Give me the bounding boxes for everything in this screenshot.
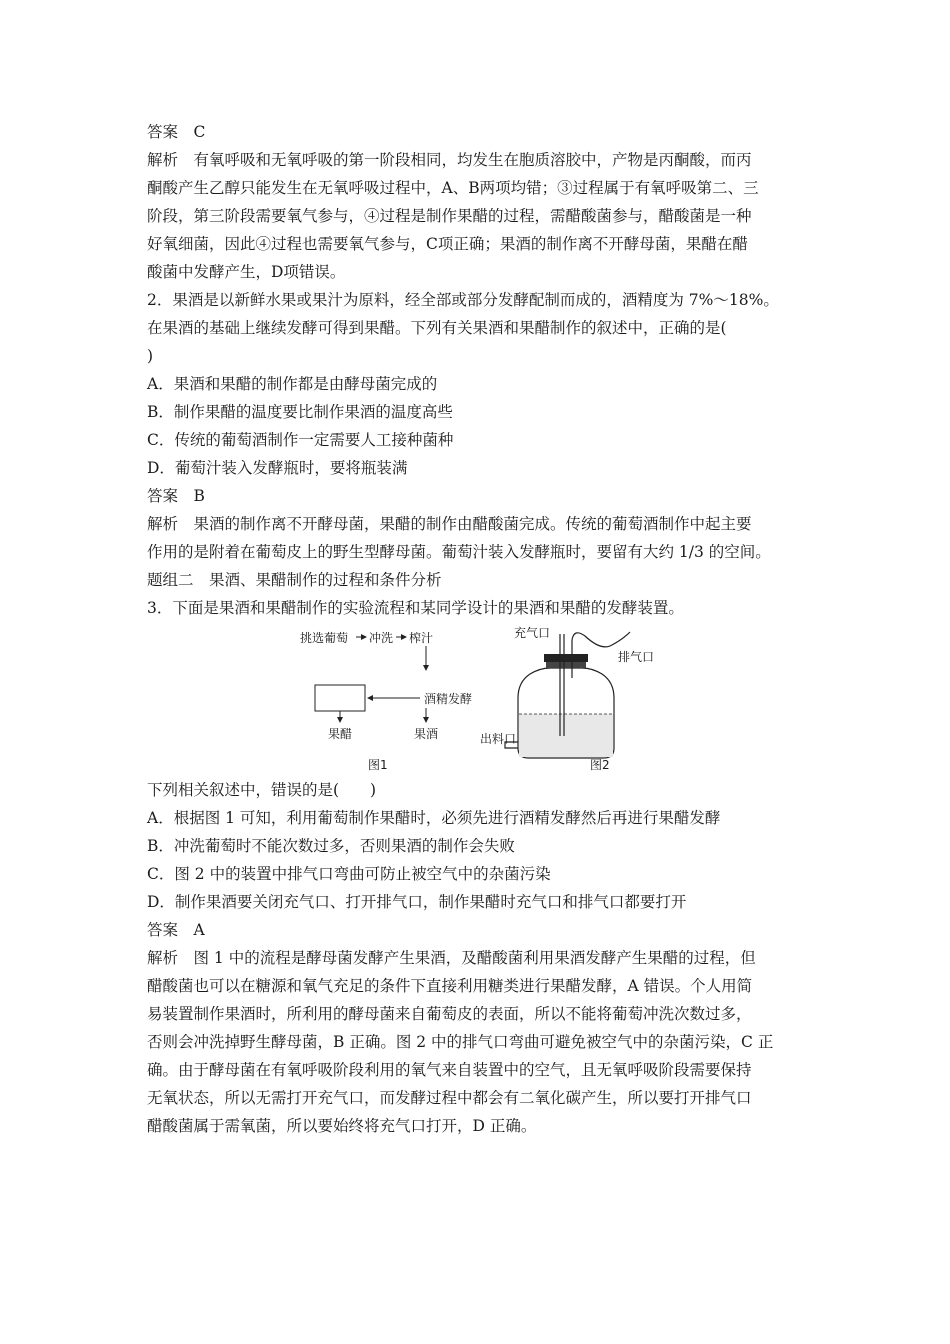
q1-answer: 答案 C xyxy=(147,123,206,141)
fig2-discharge-label: 出料口 xyxy=(480,732,517,746)
fig2-inlet-label: 充气口 xyxy=(514,626,551,640)
q3-figures xyxy=(300,618,670,776)
figure-drawing xyxy=(300,618,670,776)
bottle-stopper-lower xyxy=(546,662,586,668)
q3-analysis-line: 醋酸菌也可以在糖源和氧气充足的条件下直接利用糖类进行果醋发酵，A 错误。个人用简 xyxy=(147,977,753,995)
q2-analysis-line: 作用的是附着在葡萄皮上的野生型酵母菌。葡萄汁装入发酵瓶时，要留有大约 1/3 的空间。 xyxy=(147,543,771,561)
q3-analysis-line: 否则会冲洗掉野生酵母菌，B 正确。图 2 中的排气口弯曲可避免被空气中的杂菌污染，C 正 xyxy=(147,1033,774,1051)
q2-option-b: B．制作果醋的温度要比制作果酒的温度高些 xyxy=(147,403,453,421)
q3-option-d: D．制作果酒要关闭充气口、打开排气口，制作果醋时充气口和排气口都要打开 xyxy=(147,893,687,911)
q1-analysis-line: 酮酸产生乙醇只能发生在无氧呼吸过程中，A、B两项均错；③过程属于有氧呼吸第二、三 xyxy=(147,179,759,197)
q3-option-c: C．图 2 中的装置中排气口弯曲可防止被空气中的杂菌污染 xyxy=(147,865,551,883)
q3-option-b: B．冲洗葡萄时不能次数过多，否则果酒的制作会失败 xyxy=(147,837,515,855)
q2-stem-line: 2．果酒是以新鲜水果或果汁为原料，经全部或部分发酵配制而成的，酒精度为 7%～18%。 xyxy=(147,291,779,309)
q3-analysis-line: 无氧状态，所以无需打开充气口，而发酵过程中都会有二氧化碳产生，所以要打开排气口 xyxy=(147,1089,752,1107)
bottle-stopper xyxy=(544,654,588,662)
fig1-step-select: 挑选葡萄 xyxy=(300,631,349,645)
liquid xyxy=(519,714,613,757)
q2-option-c: C．传统的葡萄酒制作一定需要人工接种菌种 xyxy=(147,431,454,449)
outlet-curve xyxy=(572,632,630,647)
fig1-step-wash: 冲洗 xyxy=(369,631,394,645)
q3-answer: 答案 A xyxy=(147,921,205,939)
q1-analysis-line: 解析 有氧呼吸和无氧呼吸的第一阶段相同，均发生在胞质溶胶中，产物是丙酮酸，而丙 xyxy=(147,151,752,169)
q3-analysis-line: 确。由于酵母菌在有氧呼吸阶段利用的氧气来自装置中的空气，且无氧呼吸阶段需要保持 xyxy=(147,1061,752,1079)
q1-analysis-line: 好氧细菌，因此④过程也需要氧气参与，C项正确；果酒的制作离不开酵母菌，果醋在醋 xyxy=(147,235,748,253)
q3-option-a: A．根据图 1 可知，利用葡萄制作果醋时，必须先进行酒精发酵然后再进行果醋发酵 xyxy=(147,809,721,827)
q3-analysis-line: 易装置制作果酒时，所利用的酵母菌来自葡萄皮的表面，所以不能将葡萄冲洗次数过多， xyxy=(147,1005,752,1023)
fig2-outlet-label: 排气口 xyxy=(618,650,655,664)
q3-analysis-line: 醋酸菌属于需氧菌，所以要始终将充气口打开，D 正确。 xyxy=(147,1117,537,1135)
q1-analysis-line: 酸菌中发酵产生，D项错误。 xyxy=(147,263,346,281)
q3-question: 下列相关叙述中，错误的是( ) xyxy=(147,781,377,799)
fig2-caption: 图2 xyxy=(590,758,610,772)
q1-analysis-line: 阶段，第三阶段需要氧气参与，④过程是制作果醋的过程，需醋酸菌参与，醋酸菌是一种 xyxy=(147,207,752,225)
fig1-out-wine: 果酒 xyxy=(414,727,439,741)
q3-analysis-line: 解析 图 1 中的流程是酵母菌发酵产生果酒，及醋酸菌利用果酒发酵产生果醋的过程，但 xyxy=(147,949,756,967)
fig1-out-vinegar: 果醋 xyxy=(328,727,353,741)
blank-box xyxy=(315,685,365,711)
fig1-step-press: 榨汁 xyxy=(409,631,434,645)
q2-analysis-line: 解析 果酒的制作离不开酵母菌，果醋的制作由醋酸菌完成。传统的葡萄酒制作中起主要 xyxy=(147,515,752,533)
q2-option-a: A．果酒和果醋的制作都是由酵母菌完成的 xyxy=(147,375,438,393)
q2-answer: 答案 B xyxy=(147,487,205,505)
group2-title: 题组二 果酒、果醋制作的过程和条件分析 xyxy=(147,571,442,589)
q2-stem-line: ) xyxy=(147,347,154,365)
fig1-caption: 图1 xyxy=(368,758,388,772)
q3-stem: 3．下面是果酒和果醋制作的实验流程和某同学设计的果酒和果醋的发酵装置。 xyxy=(147,599,684,617)
fig1-step-ferment: 酒精发酵 xyxy=(424,692,473,706)
q2-stem-line: 在果酒的基础上继续发酵可得到果醋。下列有关果酒和果醋制作的叙述中，正确的是( xyxy=(147,319,727,337)
q2-option-d: D．葡萄汁装入发酵瓶时，要将瓶装满 xyxy=(147,459,408,477)
